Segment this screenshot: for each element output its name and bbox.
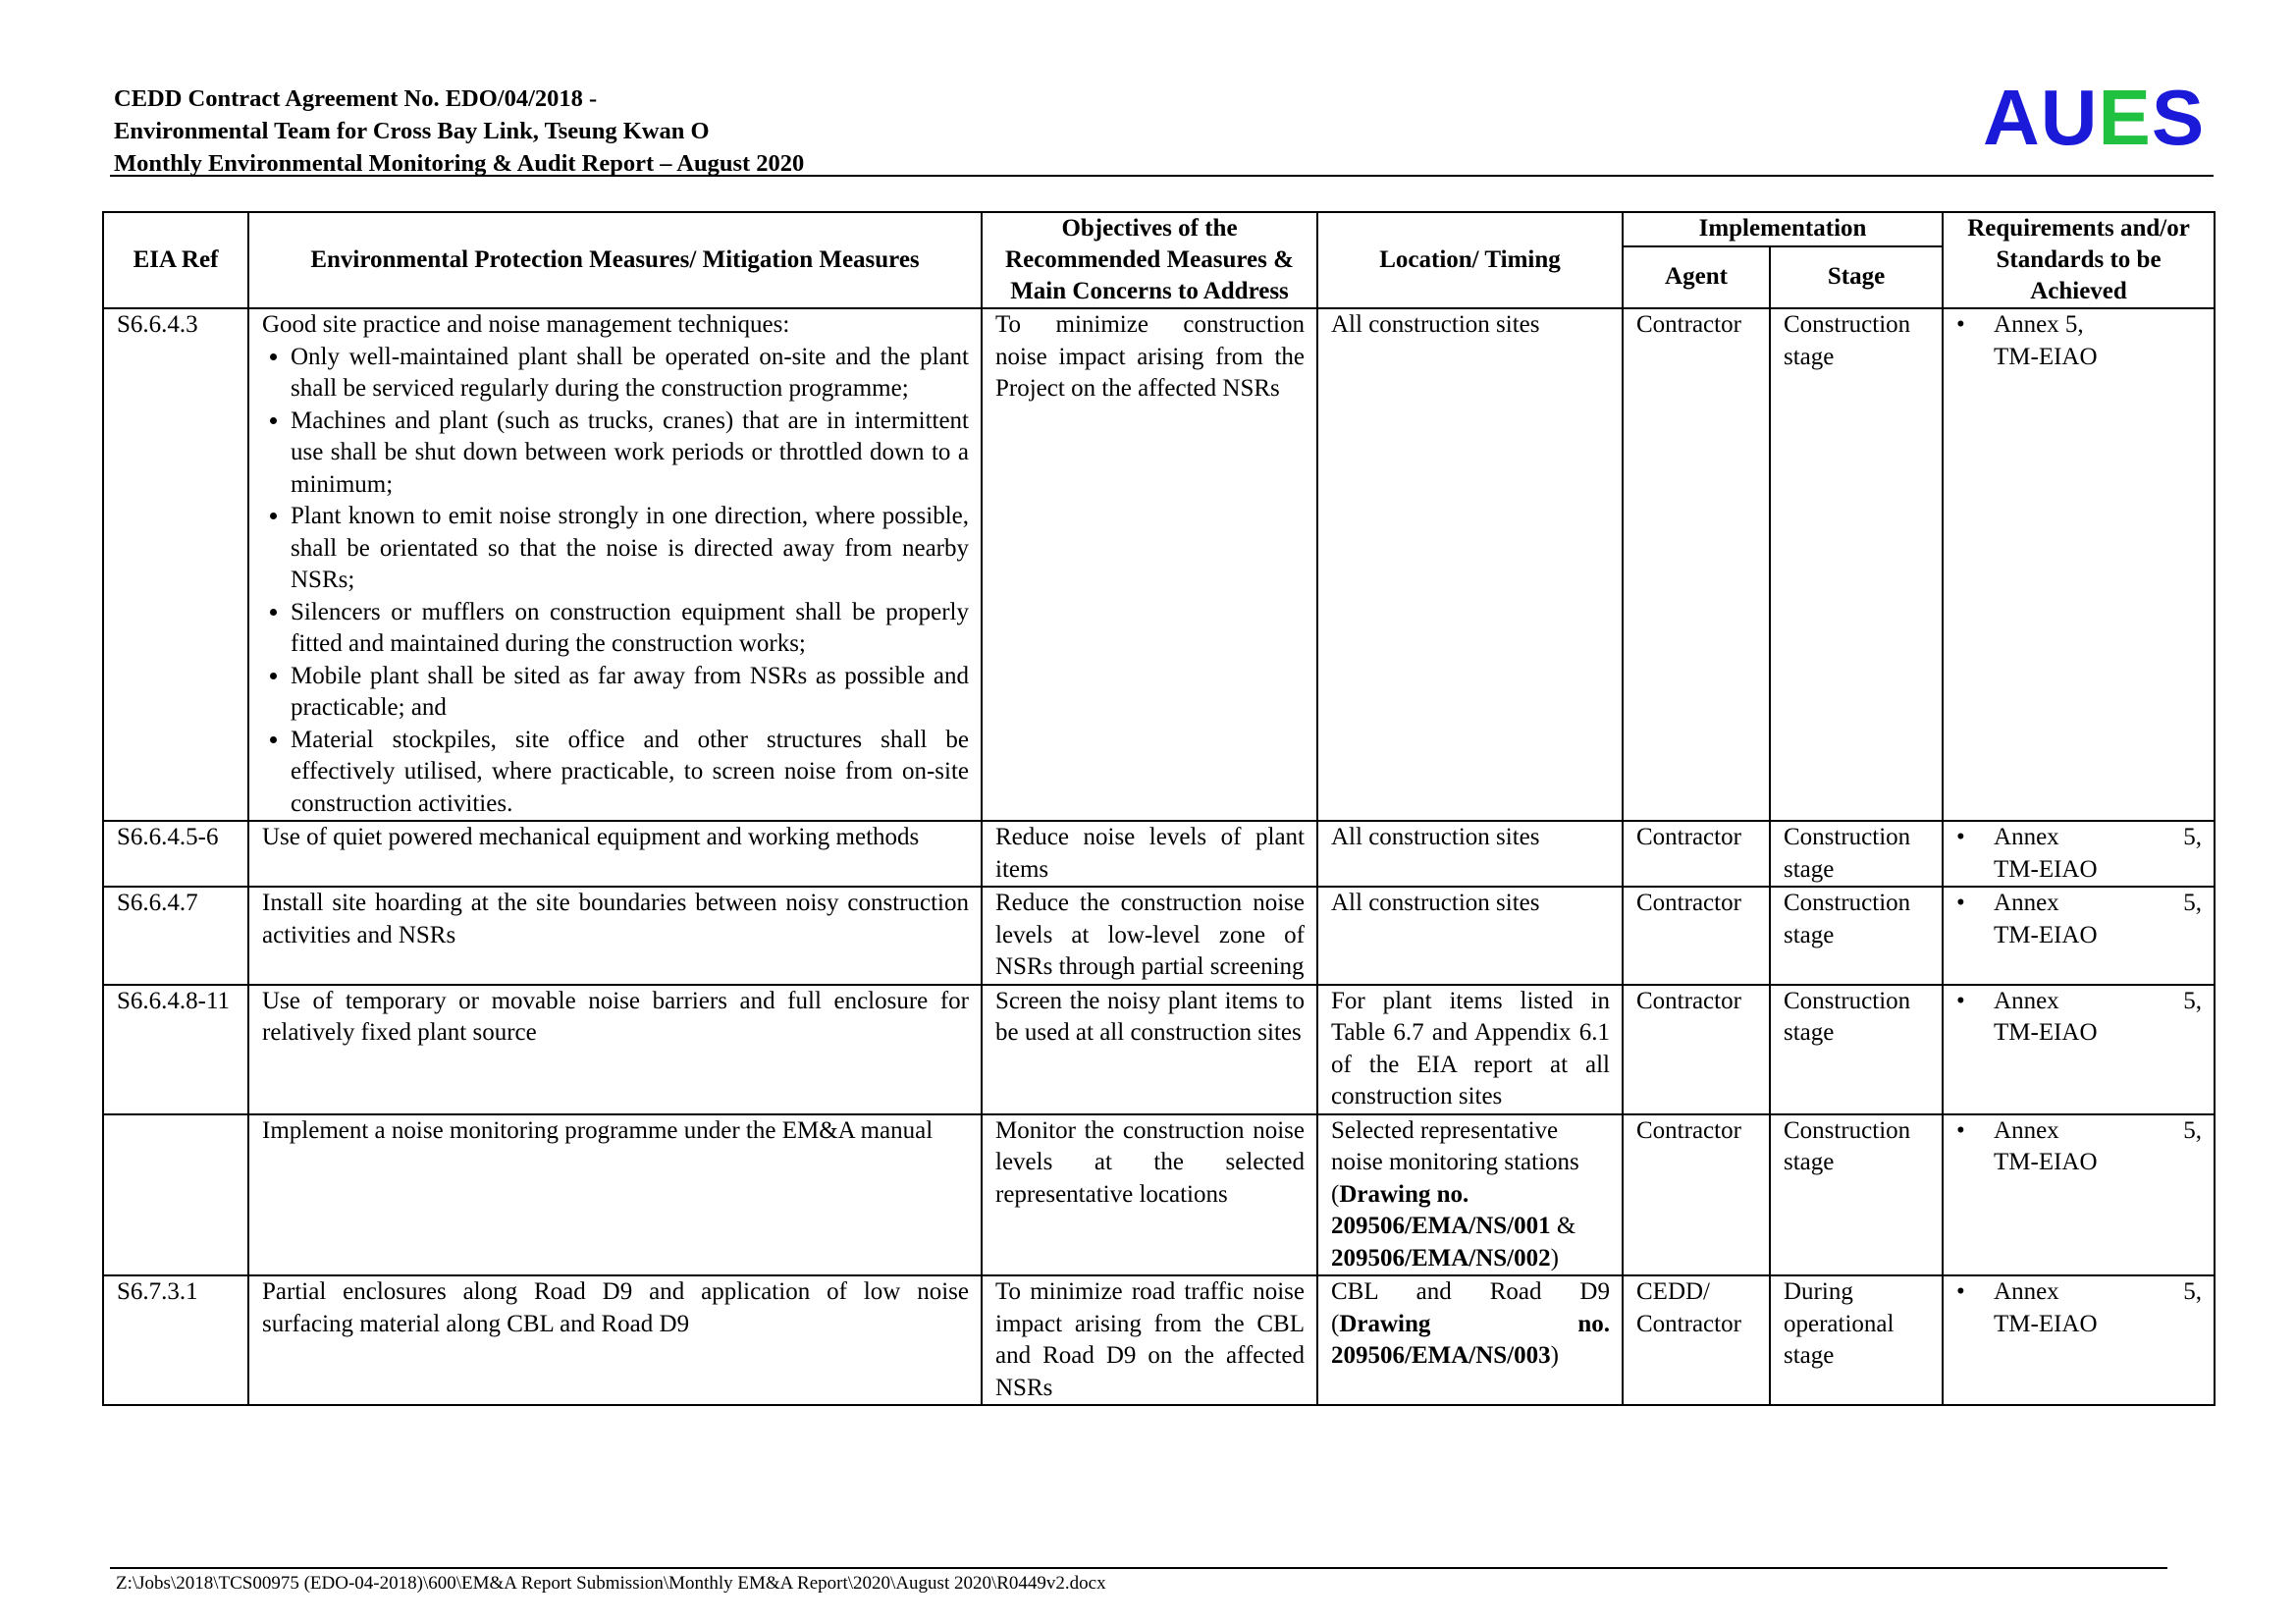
requirement-annex: Annex 5, — [1994, 824, 2203, 850]
col-header-stage: Stage — [1770, 246, 1943, 308]
requirement-cell — [1943, 821, 2215, 887]
location-cell — [1317, 1114, 1623, 1276]
objective-cell: Screen the noisy plant items to be used at all construction sites — [982, 985, 1317, 1114]
measure-bullet: • Silencers or mufflers on construction equipment shall be properly fitted and maintained during the construction works; — [291, 597, 969, 661]
drawing-reference: Drawing no. 209506/EMA/NS/001 — [1331, 1180, 1551, 1239]
eia-ref-cell: S6.6.4.5-6 — [103, 821, 248, 887]
mitigation-measures-table — [102, 211, 2216, 1406]
objective-cell: To minimize road traffic noise impact arising from the CBL and Road D9 on the affected NSRs — [982, 1275, 1317, 1405]
measure-intro: Good site practice and noise management techniques: — [262, 311, 790, 338]
footer-file-path: Z:\Jobs\2018\TCS00975 (EDO-04-2018)\600\EM&A Report Submission\Monthly EM&A Report\2020\August 2020\R0449v2.docx — [116, 1573, 1106, 1594]
requirement-annex: Annex 5, — [1994, 1116, 2203, 1144]
requirement-cell — [1943, 1114, 2215, 1276]
report-header — [114, 82, 1095, 180]
drawing-reference: 209506/EMA/NS/002 — [1331, 1244, 1551, 1272]
stage-cell: Construction stage — [1770, 821, 1943, 887]
agent-cell: Contractor — [1623, 308, 1770, 821]
location-cell: All construction sites — [1317, 821, 1623, 887]
measure-cell: Use of temporary or movable noise barriers and full enclosure for relatively fixed plant source — [248, 985, 982, 1114]
location-cell: All construction sites — [1317, 887, 1623, 985]
requirement-standard: TM-EIAO — [1994, 921, 2098, 948]
contract-title: CEDD Contract Agreement No. EDO/04/2018 - — [114, 85, 598, 112]
agent-cell: Contractor — [1623, 1114, 1770, 1276]
eia-ref-cell: S6.6.4.8-11 — [103, 985, 248, 1114]
location-cell — [1317, 1275, 1623, 1405]
requirement-standard: TM-EIAO — [1994, 855, 2098, 883]
bullet-dot-icon: • — [1956, 987, 1965, 1014]
location-text: Selected representative noise monitoring stations ( — [1331, 1116, 1579, 1208]
logo-e: E — [2098, 74, 2152, 161]
bullet-dot-icon: • — [1956, 1116, 1965, 1144]
col-header-agent: Agent — [1623, 246, 1770, 308]
report-title: Monthly Environmental Monitoring & Audit Report – August 2020 — [114, 150, 805, 177]
col-header-implementation: Implementation — [1623, 212, 1943, 246]
table-row — [103, 1275, 2215, 1405]
location-text: ) — [1550, 1244, 1559, 1272]
agent-cell: Contractor — [1623, 985, 1770, 1114]
drawing-reference: Drawing no. 209506/EMA/NS/003 — [1331, 1310, 1610, 1369]
measure-cell: Partial enclosures along Road D9 and application of low noise surfacing material along CBL and Road D9 — [248, 1275, 982, 1405]
requirement-standard: TM-EIAO — [1994, 1149, 2098, 1175]
measure-bullet: • Only well-maintained plant shall be operated on-site and the plant shall be serviced regularly during the construction programme; — [291, 342, 969, 406]
footer-divider — [110, 1567, 2167, 1569]
requirement-cell — [1943, 308, 2215, 821]
col-header-eia-ref: EIA Ref — [103, 212, 248, 308]
location-text: & — [1550, 1213, 1576, 1239]
col-header-measures: Environmental Protection Measures/ Mitigation Measures — [248, 212, 982, 308]
measure-bullet: • Material stockpiles, site office and other structures shall be effectively utilised, where practicable, to screen noise from on-site construction activities. — [291, 725, 969, 821]
requirement-cell — [1943, 1275, 2215, 1405]
table-row — [103, 308, 2215, 821]
agent-cell: Contractor — [1623, 887, 1770, 985]
table-row — [103, 985, 2215, 1114]
table-row — [103, 1114, 2215, 1276]
location-text: CBL and Road D9 ( — [1331, 1278, 1610, 1337]
measure-cell — [248, 308, 982, 821]
col-header-objectives: Objectives of the Recommended Measures & Main Concerns to Address — [982, 212, 1317, 308]
eia-ref-cell: S6.6.4.3 — [103, 308, 248, 821]
col-header-requirements: Requirements and/or Standards to be Achieved — [1943, 212, 2215, 308]
measure-cell: Use of quiet powered mechanical equipment and working methods — [248, 821, 982, 887]
logo-s: S — [2151, 74, 2206, 161]
eia-ref-cell: S6.6.4.7 — [103, 887, 248, 985]
requirement-cell — [1943, 985, 2215, 1114]
requirement-standard: TM-EIAO — [1994, 1310, 2098, 1337]
measure-bullet: • Mobile plant shall be sited as far away from NSRs as possible and practicable; and — [291, 661, 969, 725]
stage-cell: Construction stage — [1770, 1114, 1943, 1276]
requirement-annex: Annex 5, — [1994, 1278, 2203, 1305]
agent-cell: CEDD/ Contractor — [1623, 1275, 1770, 1405]
stage-cell: During operational stage — [1770, 1275, 1943, 1405]
objective-cell: Reduce the construction noise levels at low-level zone of NSRs through partial screening — [982, 887, 1317, 985]
requirement-cell — [1943, 887, 2215, 985]
location-cell: For plant items listed in Table 6.7 and Appendix 6.1 of the EIA report at all construction sites — [1317, 985, 1623, 1114]
eia-ref-cell — [103, 1114, 248, 1276]
table-row — [103, 821, 2215, 887]
bullet-dot-icon: • — [1956, 890, 1965, 916]
measure-cell: Implement a noise monitoring programme under the EM&A manual — [248, 1114, 982, 1276]
measure-bullet-list — [262, 342, 969, 821]
bullet-dot-icon: • — [1956, 1278, 1965, 1305]
objective-cell: Monitor the construction noise levels at the selected representative locations — [982, 1114, 1317, 1276]
table-row — [103, 887, 2215, 985]
project-title: Environmental Team for Cross Bay Link, Tseung Kwan O — [114, 118, 710, 144]
requirement-standard: TM-EIAO — [1994, 343, 2098, 370]
location-cell: All construction sites — [1317, 308, 1623, 821]
measure-bullet: • Plant known to emit noise strongly in one direction, where possible, shall be orientated so that the noise is directed away from nearby NSRs; — [291, 501, 969, 597]
logo-au: AU — [1983, 74, 2099, 161]
col-header-location: Location/ Timing — [1317, 212, 1623, 308]
objective-cell: Reduce noise levels of plant items — [982, 821, 1317, 887]
stage-cell: Construction stage — [1770, 985, 1943, 1114]
location-text: ) — [1550, 1342, 1559, 1369]
measure-bullet: • Machines and plant (such as trucks, cranes) that are in intermittent use shall be shut down between work periods or throttled down to a minimum; — [291, 406, 969, 502]
aues-logo — [1983, 74, 2206, 161]
agent-cell: Contractor — [1623, 821, 1770, 887]
stage-cell: Construction stage — [1770, 887, 1943, 985]
requirement-standard: TM-EIAO — [1994, 1019, 2098, 1046]
eia-ref-cell: S6.7.3.1 — [103, 1275, 248, 1405]
bullet-dot-icon: • — [1956, 824, 1965, 850]
requirement-annex: Annex 5, — [1994, 987, 2203, 1014]
bullet-dot-icon: • — [1956, 311, 1965, 338]
requirement-annex: Annex 5, — [1994, 311, 2084, 338]
requirement-annex: Annex 5, — [1994, 890, 2203, 916]
header-divider — [110, 175, 2214, 177]
objective-cell: To minimize construction noise impact arising from the Project on the affected NSRs — [982, 308, 1317, 821]
measure-cell: Install site hoarding at the site boundaries between noisy construction activities and NSRs — [248, 887, 982, 985]
stage-cell: Construction stage — [1770, 308, 1943, 821]
